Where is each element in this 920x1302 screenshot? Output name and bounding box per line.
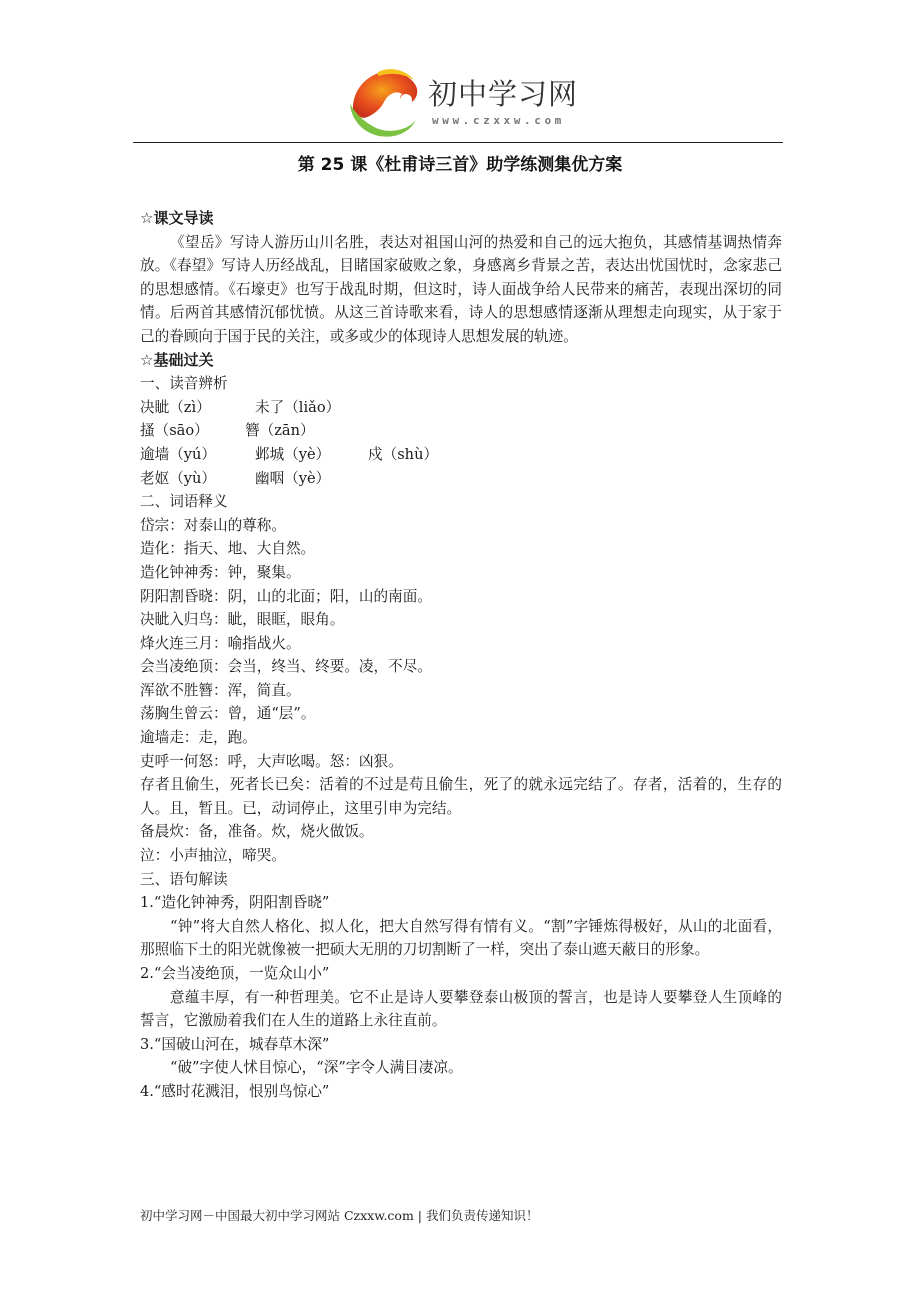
vocab-item: 造化钟神秀：钟，聚集。: [140, 563, 301, 581]
subheading-interpretation: 三、语句解读: [140, 870, 228, 888]
pinyin-item: 逾墙（yú）: [140, 445, 217, 463]
logo-url: www.czxxw.com: [432, 114, 565, 127]
pinyin-item: 决眦（zì）: [140, 398, 211, 416]
vocab-item: 吏呼一何怒：呼，大声吆喝。怒：凶狠。: [140, 752, 403, 770]
section-heading-basics: ☆基础过关: [140, 350, 214, 369]
subheading-vocabulary: 二、词语释义: [140, 493, 228, 511]
logo-swirl-icon: [344, 64, 422, 140]
pinyin-row: [140, 419, 782, 443]
interpretation-quote: 3.“国破山河在，城春草木深”: [140, 1035, 330, 1053]
page-footer: 初中学习网－中国最大初中学习网站 Czxxw.com | 我们负责传递知识！: [140, 1208, 539, 1223]
interpretation-quote: 2.“会当凌绝顶，一览众山小”: [140, 965, 330, 982]
vocab-item: 阴阳割昏晓：阴，山的北面；阳，山的南面。: [140, 587, 432, 605]
pinyin-item: 簪（zān）: [245, 422, 315, 440]
document-title: 第 25 课《杜甫诗三首》助学练测集优方案: [297, 155, 623, 175]
vocab-item: 烽火连三月：喻指战火。: [140, 634, 301, 652]
pinyin-item: 幽咽（yè）: [255, 469, 331, 487]
interpretation-explanation: “破”字使人怵目惊心，“深”字令人满目凄凉。: [170, 1059, 463, 1077]
intro-paragraph: 《望岳》写诗人游历山川名胜，表达对祖国山河的热爱和自己的远大抱负，其感情基调热情奔放。《春望》写诗人历经战乱，目睹国家破败之象，身感离乡背景之苦，表达出忧国忧时，念家悲己的思想感情。《石壕吏》也写于战乱时期，但这时，诗人面战争给人民带来的痛苦，表现出深切的同情。后两首其感情沉郁忧愤。从这三首诗歌来看，诗人的思想感情逐渐从理想走向现实，从于家于己的眷顾向于国于民的关注，或多或少的体现诗人思想发展的轨迹。: [140, 233, 782, 345]
pinyin-item: 老妪（yù）: [140, 469, 217, 487]
pinyin-row: [140, 467, 782, 491]
site-logo: [344, 62, 584, 142]
header-divider: [133, 142, 783, 143]
vocab-item: 造化：指天、地、大自然。: [140, 540, 316, 558]
vocab-item: 存者且偷生，死者长已矣：活着的不过是苟且偷生，死了的就永远完结了。存者，活着的，生存的人。且，暂且。已，动词停止，这里引申为完结。: [140, 776, 782, 817]
interpretation-quote: 4.“感时花溅泪，恨别鸟惊心”: [140, 1082, 330, 1100]
interpretation-explanation: “钟”将大自然人格化、拟人化，把大自然写得有情有义。“割”字锤炼得极好，从山的北面看，那照临下土的阳光就像被一把硕大无朋的刀切割断了一样，突出了泰山遮天蔽日的形象。: [140, 917, 782, 959]
document-body: [140, 207, 782, 1104]
section-heading-intro: ☆课文导读: [140, 209, 214, 227]
vocab-item: 荡胸生曾云：曾，通“层”。: [140, 705, 316, 723]
pinyin-row: [140, 443, 782, 467]
interpretation-explanation: 意蕴丰厚，有一种哲理美。它不止是诗人要攀登泰山极顶的誓言，也是诗人要攀登人生顶峰的誓言，它激励着我们在人生的道路上永往直前。: [140, 988, 782, 1030]
subheading-pronunciation: 一、读音辨析: [140, 375, 228, 393]
vocab-item: 泣：小声抽泣，啼哭。: [140, 847, 286, 865]
interpretation-quote: 1.“造化钟神秀，阴阳割昏晓”: [140, 894, 330, 912]
vocab-item: 逾墙走：走，跑。: [140, 729, 257, 747]
vocab-item: 会当凌绝顶：会当，终当、终要。凌，不尽。: [140, 658, 432, 676]
logo-title: 初中学习网: [428, 77, 579, 111]
pinyin-item: 搔（sāo）: [140, 422, 209, 440]
vocab-item: 决眦入归鸟：眦，眼眶，眼角。: [140, 611, 345, 629]
pinyin-item: 未了（liǎo）: [255, 398, 341, 416]
pinyin-item: 邺城（yè）: [255, 445, 331, 463]
pinyin-item: 戍（shù）: [368, 445, 439, 463]
vocab-item: 备晨炊：备，准备。炊，烧火做饭。: [140, 823, 374, 841]
pinyin-row: [140, 396, 782, 420]
vocab-item: 浑欲不胜簪：浑，简直。: [140, 681, 301, 699]
vocab-item: 岱宗：对泰山的尊称。: [140, 516, 286, 534]
